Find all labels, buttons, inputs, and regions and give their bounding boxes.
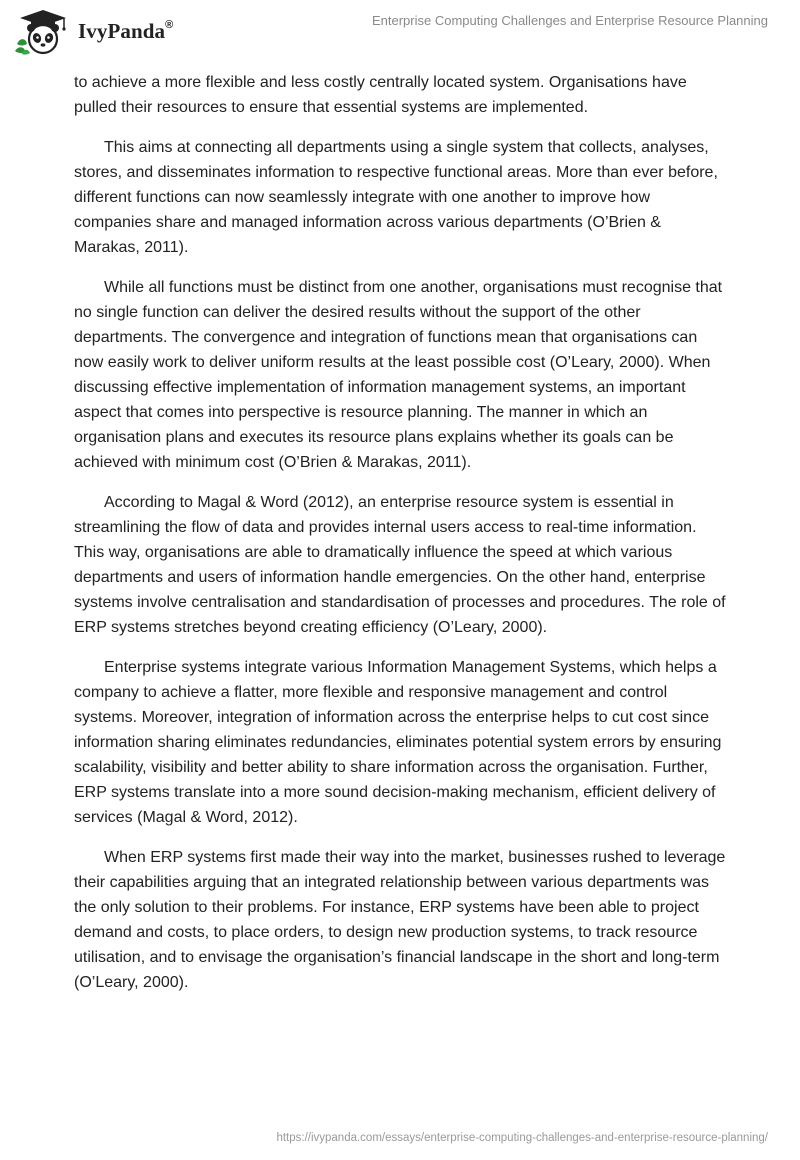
brand-logo[interactable] (14, 8, 173, 56)
registered-mark: ® (165, 18, 174, 31)
paragraph: While all functions must be distinct from one another, organisations must recognise that no single function can deliver the desired results without the support of the other departments. The convergence and integration of functions mean that organisations can now easily work to deliver uniform results at the least possible cost (O’Leary, 2000). When discussing effective implementation of information management systems, an important aspect that comes into perspective is resource planning. The manner in which an organisation plans and executes its resource plans explains whether its goals can be achieved with minimum cost (O’Brien & Marakas, 2011). (74, 279, 723, 471)
paragraph: to achieve a more flexible and less costly centrally located system. Organisations have pulled their resources to ensure that essential systems are implemented. (74, 74, 687, 116)
essay-body (74, 70, 730, 1010)
panda-graduate-icon (14, 8, 72, 56)
page-header (0, 0, 800, 72)
paragraph: Enterprise systems integrate various Information Management Systems, which helps a company to achieve a flatter, more flexible and responsive management and control systems. Moreover, integration of information across the enterprise helps to cut cost since information sharing eliminates redundancies, eliminates potential system errors by ensuring scalability, visibility and better ability to share information across the organisation. Further, ERP systems translate into a more sound decision-making mechanism, efficient delivery of services (Magal & Word, 2012). (74, 659, 722, 826)
brand-name: IvyPanda® (78, 18, 174, 43)
document-title: Enterprise Computing Challenges and Enterprise Resource Planning (371, 13, 768, 28)
paragraph: When ERP systems first made their way into the market, businesses rushed to leverage their capabilities arguing that an integrated relationship between various departments was the only solution to their problems. For instance, ERP systems have been able to project demand and costs, to place orders, to design new production systems, to track resource utilisation, and to envisage the organisation’s financial landscape in the short and long-term (O’Leary, 2000). (74, 849, 726, 991)
paragraph: This aims at connecting all departments using a single system that collects, analyses, stores, and disseminates information to respective functional areas. More than ever before, different functions can now seamlessly integrate with one another to improve how companies share and managed information across various departments (O’Brien & Marakas, 2011). (74, 139, 718, 256)
paragraph: According to Magal & Word (2012), an enterprise resource system is essential in streamlining the flow of data and provides internal users access to real-time information. This way, organisations are able to dramatically influence the speed at which various departments and users of information handle emergencies. On the other hand, enterprise systems involve centralisation and standardisation of processes and procedures. The role of ERP systems stretches beyond creating efficiency (O’Leary, 2000). (74, 494, 726, 636)
source-url-link[interactable]: https://ivypanda.com/essays/enterprise-computing-challenges-and-enterprise-resource-planning/ (276, 1132, 768, 1144)
